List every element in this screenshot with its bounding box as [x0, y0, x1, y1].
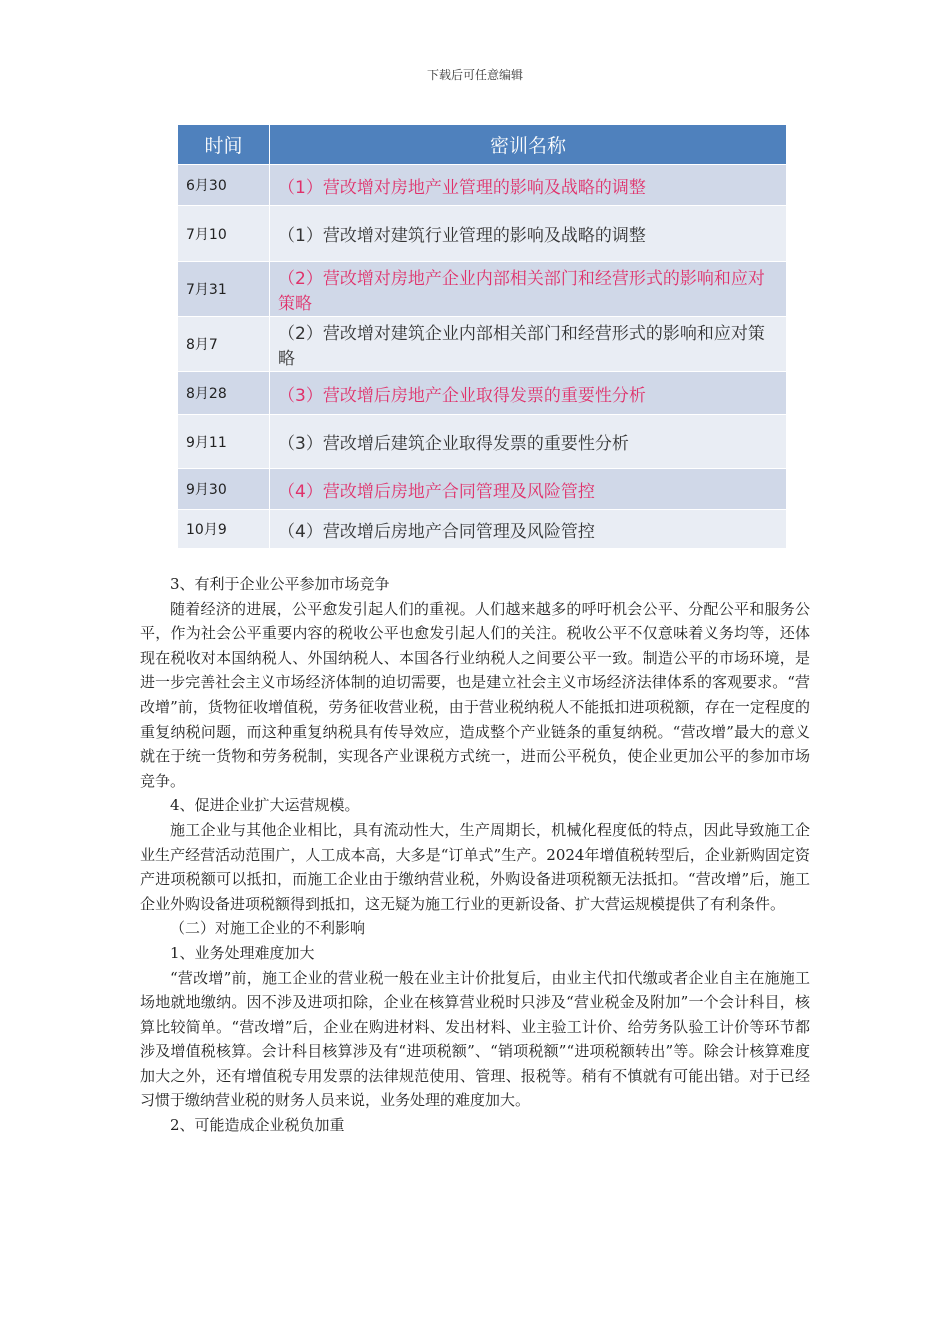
column-header-time: 时间: [178, 125, 270, 165]
table-row: [178, 165, 787, 206]
table-row: [178, 469, 787, 510]
body-text: [140, 572, 810, 1138]
row-date: 7月31: [178, 262, 270, 317]
row-training-name: （4）营改增后房地产合同管理及风险管控: [270, 469, 787, 510]
paragraph: 施工企业与其他企业相比，具有流动性大，生产周期长，机械化程度低的特点，因此导致施工企业生产经营活动范围广，人工成本高，大多是“订单式”生产。2024年增值税转型后，企业新购固定资产进项税额可以抵扣，而施工企业由于缴纳营业税，外购设备进项税额无法抵扣。“营改增”后，施工企业外购设备进项税额得到抵扣，这无疑为施工行业的更新设备、扩大营运规模提供了有利条件。: [140, 820, 810, 913]
table-row: [178, 372, 787, 415]
section-heading: 3、有利于企业公平参加市场竞争: [170, 575, 390, 593]
row-training-name: （3）营改增后建筑企业取得发票的重要性分析: [270, 415, 787, 469]
row-training-name: （1）营改增对建筑行业管理的影响及战略的调整: [270, 206, 787, 262]
row-date: 9月11: [178, 415, 270, 469]
row-date: 8月7: [178, 317, 270, 372]
row-training-name: （4）营改增后房地产合同管理及风险管控: [270, 510, 787, 549]
row-training-name: （3）营改增后房地产企业取得发票的重要性分析: [270, 372, 787, 415]
row-training-name: （1）营改增对房地产业管理的影响及战略的调整: [270, 165, 787, 206]
row-date: 6月30: [178, 165, 270, 206]
table-row: [178, 510, 787, 549]
table-row: [178, 206, 787, 262]
row-date: 8月28: [178, 372, 270, 415]
column-header-training-name: 密训名称: [270, 125, 787, 165]
section-heading: 2、可能造成企业税负加重: [170, 1116, 345, 1135]
row-training-name: （2）营改增对房地产企业内部相关部门和经营形式的影响和应对策略: [270, 262, 787, 317]
paragraph: “营改增”前，施工企业的营业税一般在业主计价批复后，由业主代扣代缴或者企业自主在施施工场地就地缴纳。因不涉及进项扣除，企业在核算营业税时只涉及“营业税金及附加”一个会计科目，核算比较简单。“营改增”后，企业在购进材料、发出材料、业主验工计价、给劳务队验工计价等环节都涉及增值税核算。会计科目核算涉及有“进项税额”、“销项税额”“进项税额转出”等。除会计核算难度加大之外，还有增值税专用发票的法律规范使用、管理、报税等。稍有不慎就有可能出错。对于已经习惯于缴纳营业税的财务人员来说，业务处理的难度加大。: [140, 968, 810, 1110]
row-date: 7月10: [178, 206, 270, 262]
table-row: [178, 262, 787, 317]
row-training-name: （2）营改增对建筑企业内部相关部门和经营形式的影响和应对策略: [270, 317, 787, 372]
row-date: 9月30: [178, 469, 270, 510]
page-header: 下载后可任意编辑: [426, 68, 523, 82]
row-date: 10月9: [178, 510, 270, 549]
section-heading: （二）对施工企业的不利影响: [170, 919, 366, 938]
training-schedule-table: [177, 124, 787, 549]
table-row: [178, 415, 787, 469]
section-heading: 4、促进企业扩大运营规模。: [170, 796, 360, 815]
paragraph: 随着经济的进展，公平愈发引起人们的重视。人们越来越多的呼吁机会公平、分配公平和服务公平，作为社会公平重要内容的税收公平也愈发引起人们的关注。税收公平不仅意味着义务均等，还体现在税收对本国纳税人、外国纳税人、本国各行业纳税人之间要公平一致。制造公平的市场环境，是进一步完善社会主义市场经济体制的迫切需要，也是建立社会主义市场经济法律体系的客观要求。“营改增”前，货物征收增值税，劳务征收营业税，由于营业税纳税人不能抵扣进项税额，存在一定程度的重复纳税问题，而这种重复纳税具有传导效应，造成整个产业链条的重复纳税。“营改增”最大的意义就在于统一货物和劳务税制，实现各产业课税方式统一，进而公平税负，使企业更加公平的参加市场竞争。: [140, 599, 810, 790]
table-row: [178, 317, 787, 372]
section-heading: 1、业务处理难度加大: [170, 943, 315, 962]
table-header-row: [178, 125, 787, 165]
